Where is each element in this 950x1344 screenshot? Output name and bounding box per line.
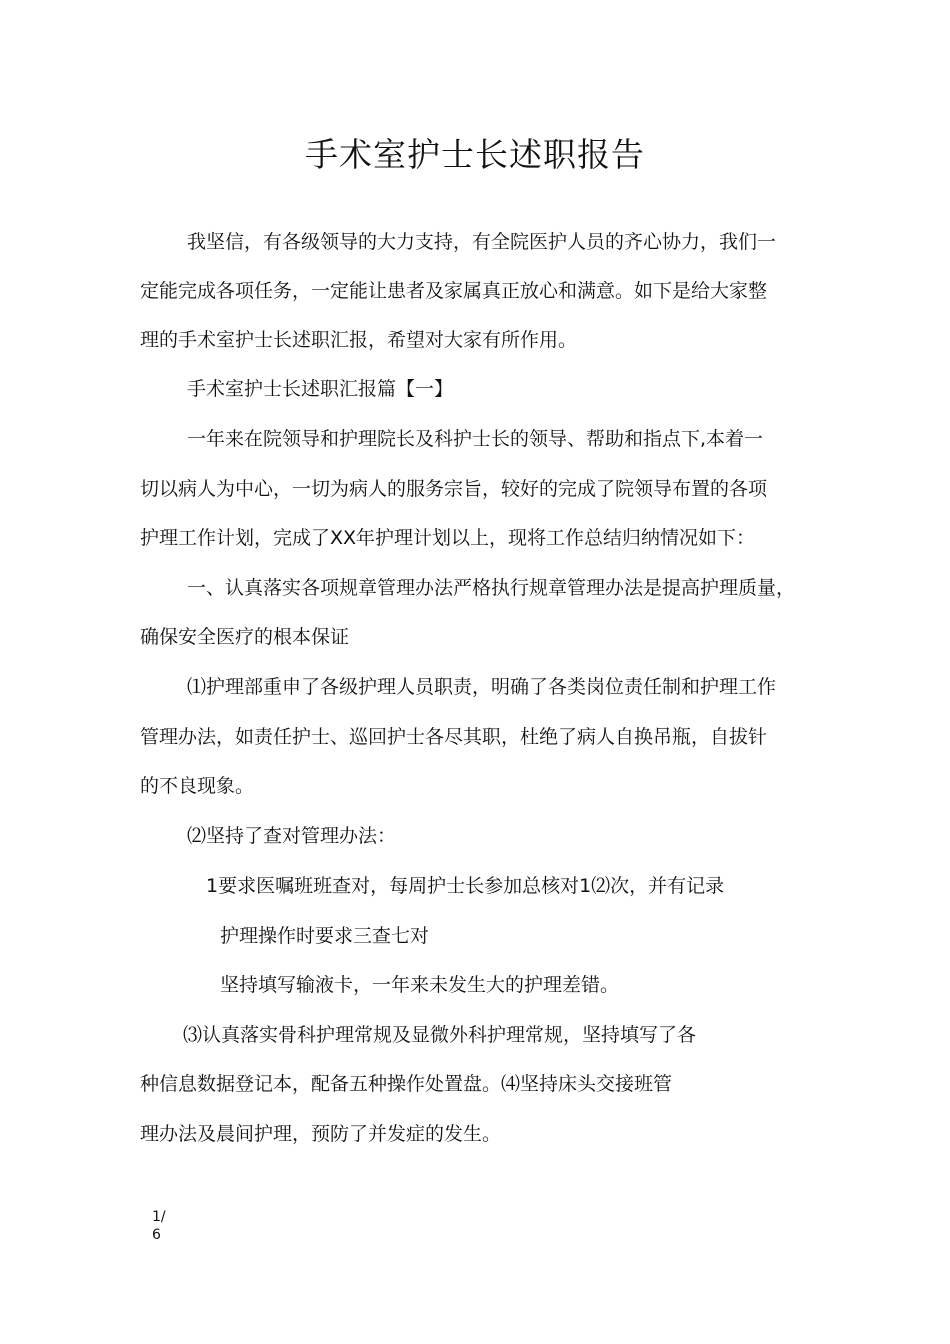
section-heading: 手术室护士长述职汇报篇【一】	[187, 378, 454, 400]
paragraph-line: 理的手术室护士长述职汇报，希望对大家有所作用。	[140, 329, 578, 351]
document-title: 手术室护士长述职报告	[305, 135, 645, 174]
paragraph-line: 我坚信，有各级领导的大力支持，有全院医护人员的齐心协力，我们一	[187, 231, 777, 253]
paragraph-line: ⑴护理部重申了各级护理人员职责，明确了各类岗位责任制和护理工作	[187, 676, 777, 698]
paragraph-line: ⑵坚持了查对管理办法：	[187, 825, 397, 847]
paragraph-line: ⑶认真落实骨科护理常规及显微外科护理常规，坚持填写了各	[183, 1024, 697, 1046]
paragraph-line: 一年来在院领导和护理院长及科护士长的领导、帮助和指点下,本着一	[187, 428, 764, 450]
paragraph-line: 切以病人为中心，一切为病人的服务宗旨，较好的完成了院领导布置的各项	[140, 478, 768, 500]
paragraph-line: 定能完成各项任务，一定能让患者及家属真正放心和满意。如下是给大家整	[140, 280, 768, 302]
page-number-current: 1/	[152, 1209, 166, 1225]
paragraph-line: 护理工作计划，完成了XX年护理计划以上，现将工作总结归纳情况如下：	[140, 527, 756, 549]
page-number	[152, 1208, 166, 1244]
paragraph-line: 管理办法，如责任护士、巡回护士各尽其职，杜绝了病人自换吊瓶，自拔针	[140, 726, 768, 748]
list-item: 坚持填写输液卡，一年来未发生大的护理差错。	[220, 974, 620, 996]
paragraph-line: 确保安全医疗的根本保证	[140, 626, 350, 648]
page-number-total: 6	[152, 1227, 161, 1243]
paragraph-line: 理办法及晨间护理，预防了并发症的发生。	[140, 1123, 502, 1145]
paragraph-line: 种信息数据登记本，配备五种操作处置盘。⑷坚持床头交接班管	[140, 1073, 673, 1095]
list-item: 1要求医嘱班班查对，每周护士长参加总核对1⑵次，并有记录	[206, 875, 725, 897]
paragraph-line: 一、认真落实各项规章管理办法严格执行规章管理办法是提高护理质量，	[187, 577, 796, 599]
list-item: 护理操作时要求三查七对	[220, 925, 430, 947]
paragraph-line: 的不良现象。	[140, 775, 255, 797]
